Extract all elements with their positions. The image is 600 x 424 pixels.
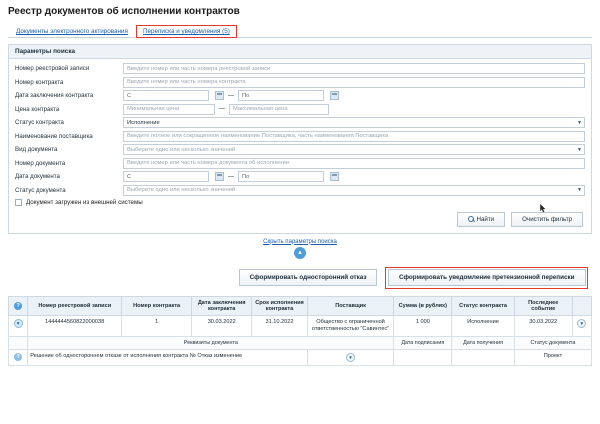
header-registry-number: Номер реестровой записи <box>28 296 122 316</box>
select-document-type[interactable] <box>123 144 585 155</box>
table-row[interactable] <box>9 316 592 336</box>
chevron-down-icon[interactable]: ▼ <box>577 319 586 328</box>
field-document-type <box>15 144 585 155</box>
collapse-search-link[interactable]: Скрыть параметры поиска <box>263 238 337 245</box>
select-document-status[interactable] <box>123 185 585 196</box>
sub-help-cell <box>9 336 28 349</box>
label-contract-number: Номер контракта <box>15 78 64 86</box>
field-supplier-name <box>15 131 585 142</box>
header-execution-deadline: Срок исполнения контракта <box>252 296 307 316</box>
calendar-icon[interactable] <box>330 91 339 100</box>
input-price-max[interactable]: Максимальная цена <box>229 104 329 115</box>
field-document-number <box>15 158 585 169</box>
select-contract-status-value: Исполнение <box>127 119 160 126</box>
input-supplier-name[interactable]: Введите полное или сокращенное наименование Поставщика, часть наименования Поставщика <box>123 131 585 142</box>
input-contract-number[interactable]: Введите номер или часть номера контракта <box>123 77 585 88</box>
label-document-number: Номер документа <box>15 159 66 167</box>
claim-notice-highlight <box>385 267 588 289</box>
label-contract-price: Цена контракта <box>15 105 60 113</box>
action-buttons <box>0 267 588 289</box>
sub-header-row <box>9 336 592 349</box>
chevron-down-icon: ▼ <box>577 146 582 153</box>
header-help <box>9 296 28 316</box>
header-contract-status: Статус контракта <box>452 296 515 316</box>
documents-table <box>8 296 592 367</box>
header-conclusion-date: Дата заключения контракта <box>192 296 252 316</box>
unilateral-refusal-button[interactable]: Сформировать односторонний отказ <box>239 269 378 286</box>
sub-row-sign-date <box>394 350 452 366</box>
header-contract-number: Номер контракта <box>122 296 192 316</box>
sub-row-help[interactable] <box>9 350 28 366</box>
label-conclusion-date: Дата заключения контракта <box>15 92 94 99</box>
search-buttons <box>15 212 585 227</box>
table-header-row <box>9 296 592 316</box>
chevron-down-icon: ▼ <box>577 187 582 193</box>
field-document-date <box>15 171 585 182</box>
input-price-min[interactable]: Минимальная цена <box>123 104 215 115</box>
sub-row-receive-date <box>452 350 515 366</box>
input-document-date-from[interactable]: С <box>123 171 209 182</box>
cell-execution-deadline: 31.10.2022 <box>252 316 307 336</box>
search-panel-header: Параметры поиска <box>9 45 591 59</box>
row-expand-cell[interactable] <box>9 316 28 336</box>
label-supplier-name: Наименование поставщика <box>15 132 93 140</box>
header-actions <box>572 296 591 316</box>
search-icon <box>468 216 474 222</box>
header-supplier: Поставщик <box>307 296 394 316</box>
field-document-status <box>15 185 585 196</box>
info-icon[interactable]: ? <box>14 353 22 361</box>
tab-bar <box>8 24 592 38</box>
calendar-icon[interactable] <box>215 172 224 181</box>
chevron-down-icon[interactable]: ▼ <box>346 353 355 362</box>
field-conclusion-date <box>15 90 585 101</box>
sub-label-doc-status: Статус документа <box>514 336 591 349</box>
label-contract-status: Статус контракта <box>15 119 64 126</box>
calendar-icon[interactable] <box>330 172 339 181</box>
input-document-number[interactable]: Введите номер или часть номера документа об исполнении <box>123 158 585 169</box>
sub-row[interactable] <box>9 350 592 366</box>
sub-label-sign-date: Дата подписания <box>394 336 452 349</box>
tab-correspondence-notifications[interactable]: Переписка и уведомления (5) <box>136 25 237 38</box>
search-panel <box>8 44 592 234</box>
input-conclusion-date-from[interactable]: С <box>123 90 209 101</box>
range-dash: — <box>219 106 225 112</box>
expand-icon[interactable]: ▾ <box>14 319 23 328</box>
help-icon[interactable]: ? <box>14 302 22 310</box>
field-contract-price <box>15 104 585 115</box>
cell-last-event: 30.03.2022 <box>514 316 572 336</box>
chevron-up-icon[interactable]: ▲ <box>294 247 306 259</box>
input-conclusion-date-to[interactable]: По <box>238 90 324 101</box>
cell-conclusion-date: 30.03.2022 <box>192 316 252 336</box>
cell-amount: 1 000 <box>394 316 452 336</box>
cell-contract-number: 1 <box>122 316 192 336</box>
input-document-date-to[interactable]: По <box>238 171 324 182</box>
claim-notice-button[interactable]: Сформировать уведомление претензионной переписки <box>388 269 586 286</box>
select-document-type-value: Выберите одно или несколько значений <box>127 146 236 153</box>
sub-row-document: Решение об одностороннем отказе от исполнения контракта № Отказ изменение <box>28 350 307 366</box>
field-registry-number <box>15 63 585 74</box>
range-dash: — <box>228 92 234 99</box>
chevron-down-icon: ▼ <box>577 119 582 126</box>
field-contract-number <box>15 77 585 88</box>
checkbox-label: Документ загружен из внешней системы <box>26 198 143 206</box>
search-panel-body <box>9 59 591 233</box>
find-button[interactable] <box>457 212 506 227</box>
tab-electronic-acts[interactable]: Документы электронного актирования <box>16 28 128 35</box>
range-dash: — <box>228 173 234 180</box>
checkbox-external-system[interactable] <box>15 199 585 206</box>
clear-filter-label: Очистить фильтр <box>522 215 572 223</box>
sub-label-receive-date: Дата получения <box>452 336 515 349</box>
find-button-label: Найти <box>476 215 495 223</box>
label-document-date: Дата документа <box>15 173 60 180</box>
cell-contract-status: Исполнение <box>452 316 515 336</box>
checkbox-box[interactable] <box>15 199 22 206</box>
calendar-icon[interactable] <box>215 91 224 100</box>
select-contract-status[interactable] <box>123 117 585 128</box>
cell-row-menu[interactable] <box>572 316 591 336</box>
sub-label-documents: Реквизиты документа <box>28 336 394 349</box>
select-document-status-value: Выберите одно или несколько значений <box>127 187 236 193</box>
clear-filter-button[interactable] <box>511 212 583 227</box>
input-registry-number[interactable]: Введите номер или часть номера реестровой записи <box>123 63 585 74</box>
header-last-event: Последнее событие <box>514 296 572 316</box>
sub-row-caret[interactable] <box>307 350 394 366</box>
sub-row-status: Проект <box>514 350 591 366</box>
page-title: Реестр документов об исполнении контрактов <box>8 6 240 17</box>
label-registry-number: Номер реестровой записи <box>15 65 90 72</box>
label-document-type: Вид документа <box>15 146 58 153</box>
field-contract-status <box>15 117 585 128</box>
cell-registry-number: 14444445608220000З8 <box>28 316 122 336</box>
label-document-status: Статус документа <box>15 186 66 194</box>
cell-supplier: Общество с ограниченной ответственностью "Савинтес" <box>307 316 394 336</box>
header-amount: Сумма (в рублях) <box>394 296 452 316</box>
